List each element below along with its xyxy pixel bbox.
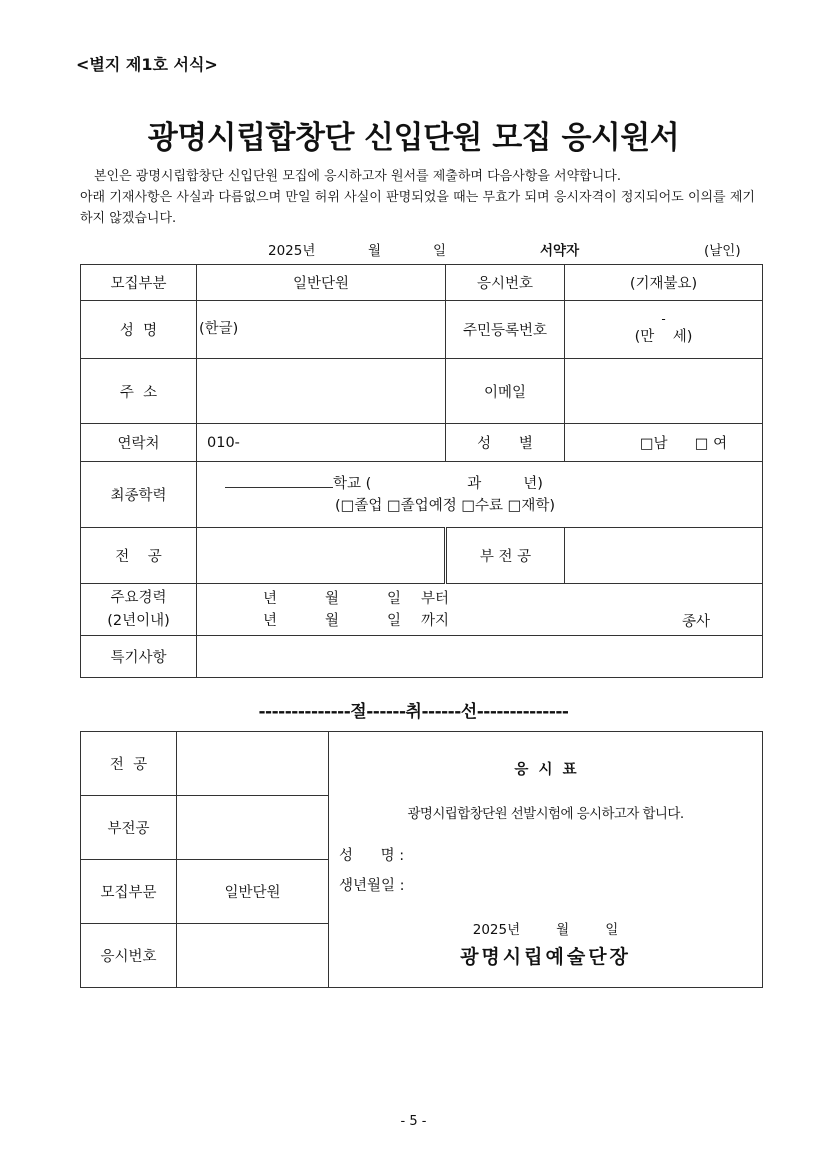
major-label: 전 공 (81, 528, 197, 584)
page-number: - 5 - (400, 1114, 427, 1129)
pledge-line-1: 본인은 광명시립합창단 신입단원 모집에 응시하고자 원서를 제출하며 다음사항을 서약합니다. (94, 169, 621, 184)
pledge-day: 일 (433, 243, 447, 259)
name-field[interactable]: (한글) (197, 301, 446, 359)
dept-label: 과 (467, 475, 482, 492)
name-label: 성 명 (81, 301, 197, 359)
stub-exam-no-label: 응시번호 (81, 924, 177, 988)
career-from-year: 년 (263, 590, 278, 607)
career-from: 부터 (421, 590, 450, 607)
stub-major-label: 전 공 (81, 732, 177, 796)
email-label: 이메일 (446, 359, 565, 424)
form-label: <별지 제1호 서식> (76, 55, 218, 74)
ticket-date (329, 918, 762, 938)
ticket-issuer: 광명시립예술단장 (460, 946, 631, 968)
remarks-field[interactable] (197, 636, 763, 678)
stub-recruit-value[interactable]: 일반단원 (177, 860, 329, 924)
gender-field[interactable] (565, 424, 763, 462)
contact-field[interactable]: 010- (197, 424, 446, 462)
gender-label: 성 별 (446, 424, 565, 462)
career-label (81, 584, 197, 636)
rrn-dash: - (661, 311, 666, 326)
rrn-label: 주민등록번호 (446, 301, 565, 359)
page-title: 광명시립합창단 신입단원 모집 응시원서 (147, 120, 680, 156)
stub-exam-no-field[interactable] (177, 924, 329, 988)
year-close: 년) (523, 475, 543, 492)
minor-label: 부 전 공 (446, 528, 565, 584)
stub-minor-label: 부전공 (81, 796, 177, 860)
education-options[interactable]: (□졸업 □졸업예정 □수료 □재학) (335, 497, 556, 514)
ticket-month: 월 (556, 922, 570, 938)
career-to-month: 월 (325, 612, 340, 629)
pledge-month: 월 (368, 243, 382, 259)
career-from-month: 월 (325, 590, 340, 607)
address-field[interactable] (197, 359, 446, 424)
address-label: 주 소 (81, 359, 197, 424)
ticket-title: 응 시 표 (514, 762, 577, 778)
career-to-year: 년 (263, 612, 278, 629)
contact-label: 연락처 (81, 424, 197, 462)
exam-no-label: 응시번호 (446, 265, 565, 301)
cut-line: --------------절------취------선-------------- (258, 702, 569, 722)
education-field[interactable] (197, 462, 763, 528)
pledge-text (80, 166, 755, 229)
gender-male-checkbox[interactable]: □남 (639, 436, 668, 452)
pledge-signer: 서약자 (540, 243, 580, 259)
pledge-seal: (날인) (704, 243, 741, 259)
email-field[interactable] (565, 359, 763, 424)
recruit-value[interactable]: 일반단원 (197, 265, 446, 301)
career-to: 까지 (421, 612, 450, 629)
career-work: 종사 (681, 614, 710, 630)
career-label-1: 주요경력 (110, 589, 167, 606)
career-label-2: (2년이내) (107, 612, 170, 629)
age-field: (만 세) (634, 328, 693, 345)
minor-field[interactable] (565, 528, 763, 584)
career-to-day: 일 (387, 612, 402, 629)
gender-female-checkbox[interactable]: □ 여 (694, 436, 728, 452)
ticket-table (80, 731, 763, 988)
ticket-sentence: 광명시립합창단원 선발시험에 응시하고자 합니다. (407, 806, 684, 822)
exam-no-value[interactable]: (기재불요) (565, 265, 763, 301)
recruit-label: 모집부분 (81, 265, 197, 301)
stub-recruit-label: 모집부문 (81, 860, 177, 924)
stub-major-field[interactable] (177, 732, 329, 796)
pledge-year: 2025년 (268, 243, 316, 259)
school-suffix: 학교 ( (333, 475, 372, 492)
school-blank[interactable] (225, 473, 333, 488)
ticket-year: 2025년 (472, 922, 521, 938)
career-field[interactable] (197, 584, 763, 636)
rrn-field[interactable] (565, 301, 763, 359)
admission-ticket (329, 732, 763, 988)
ticket-birth-line[interactable]: 생년월일 : (339, 878, 405, 894)
stub-minor-field[interactable] (177, 796, 329, 860)
education-label: 최종학력 (81, 462, 197, 528)
pledge-line-2: 아래 기재사항은 사실과 다름없으며 만일 허위 사실이 판명되었을 때는 무효가 되며 응시자격이 정지되어도 이의를 제기하지 않겠습니다. (80, 190, 755, 226)
ticket-name-line[interactable]: 성 명 : (339, 848, 405, 864)
remarks-label: 특기사항 (81, 636, 197, 678)
career-from-day: 일 (387, 590, 402, 607)
ticket-day: 일 (605, 922, 619, 938)
major-field[interactable] (197, 528, 446, 584)
application-table (80, 264, 763, 678)
